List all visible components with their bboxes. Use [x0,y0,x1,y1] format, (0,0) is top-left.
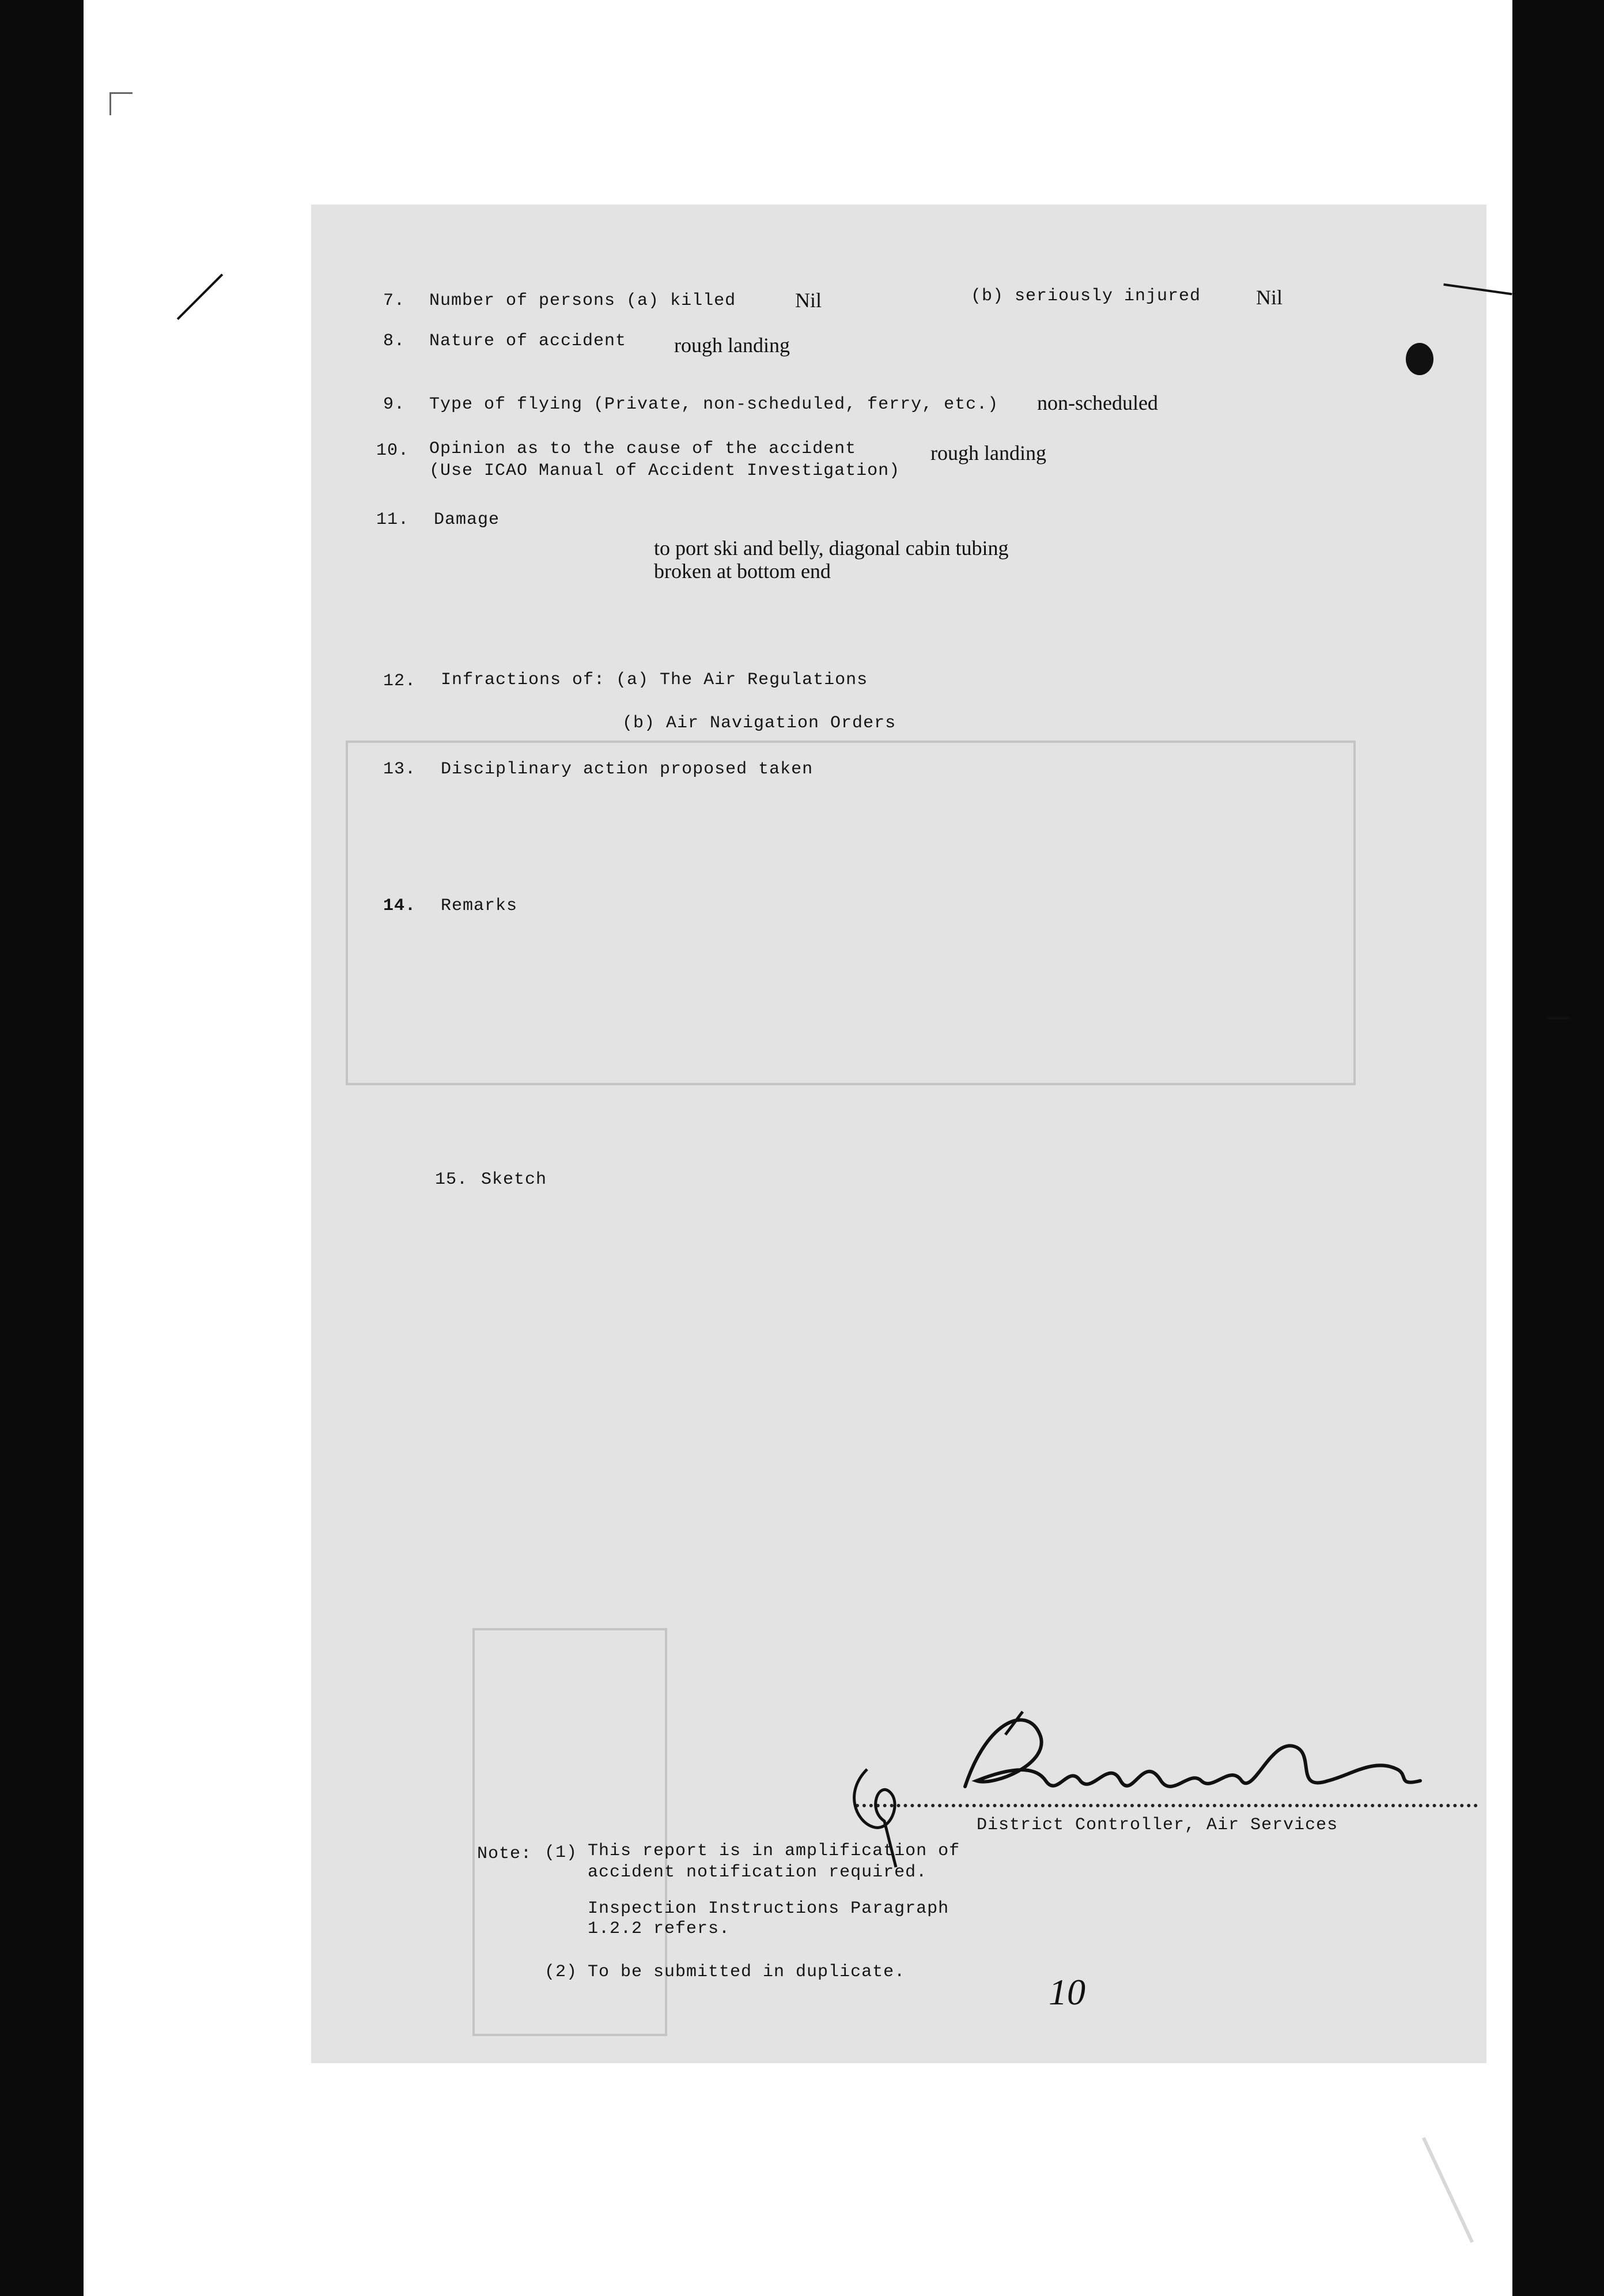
item-7-number: 7. [383,291,406,311]
item-12-number: 12. [383,671,417,691]
item-10-value: rough landing [930,441,1046,465]
item-12-sub-b: (b) Air Navigation Orders [622,713,896,733]
item-12-label: Infractions of: (a) The Air Regulations [441,670,868,690]
item-14-label: Remarks [441,896,518,916]
item-10-sublabel: (Use ICAO Manual of Accident Investigation) [429,461,901,481]
item-13-number: 13. [383,760,417,779]
item-11-value-line2: broken at bottom end [654,560,831,583]
scan-mark [1547,1017,1570,1019]
item-10-number: 10. [376,441,410,460]
signature-title: District Controller, Air Services [977,1815,1338,1835]
corner-mark [109,92,133,94]
item-9-value: non-scheduled [1037,391,1158,414]
item-7-killed-value: Nil [795,289,822,312]
note-1-line1: This report is in amplification of [588,1841,960,1861]
signature-line [856,1804,1478,1807]
item-11-number: 11. [376,510,410,530]
item-7-label: Number of persons (a) killed [429,291,736,311]
item-11-label: Damage [434,510,500,530]
note-1-line3: Inspection Instructions Paragraph [588,1899,949,1919]
note-1-line2: accident notification required. [588,1863,928,1882]
item-14-number: 14. [383,896,417,916]
note-heading: Note: [477,1844,532,1864]
item-9-number: 9. [383,395,406,414]
item-8-label: Nature of accident [429,331,627,351]
handwritten-number: 10 [1049,1972,1085,2012]
item-10-label: Opinion as to the cause of the accident [429,439,857,459]
item-11-value-line1: to port ski and belly, diagonal cabin tubing [654,537,1009,560]
scan-mark [177,274,224,320]
item-8-number: 8. [383,331,406,351]
note-2-text: To be submitted in duplicate. [588,1962,906,1982]
corner-mark [109,92,111,115]
item-9-label: Type of flying (Private, non-scheduled, ferry, etc.) [429,395,999,414]
item-7-injured-value: Nil [1256,286,1283,309]
item-13-label: Disciplinary action proposed taken [441,760,814,779]
item-8-value: rough landing [674,334,790,357]
note-1-number: (1) [544,1843,578,1863]
scan-mark [1406,343,1433,375]
item-15-label: Sketch [481,1170,547,1189]
note-1-line4: 1.2.2 refers. [588,1919,731,1939]
note-2-number: (2) [544,1962,578,1982]
item-7-injured-label: (b) seriously injured [971,286,1201,306]
item-15-number: 15. [435,1170,468,1189]
scan-page [84,0,1512,2296]
